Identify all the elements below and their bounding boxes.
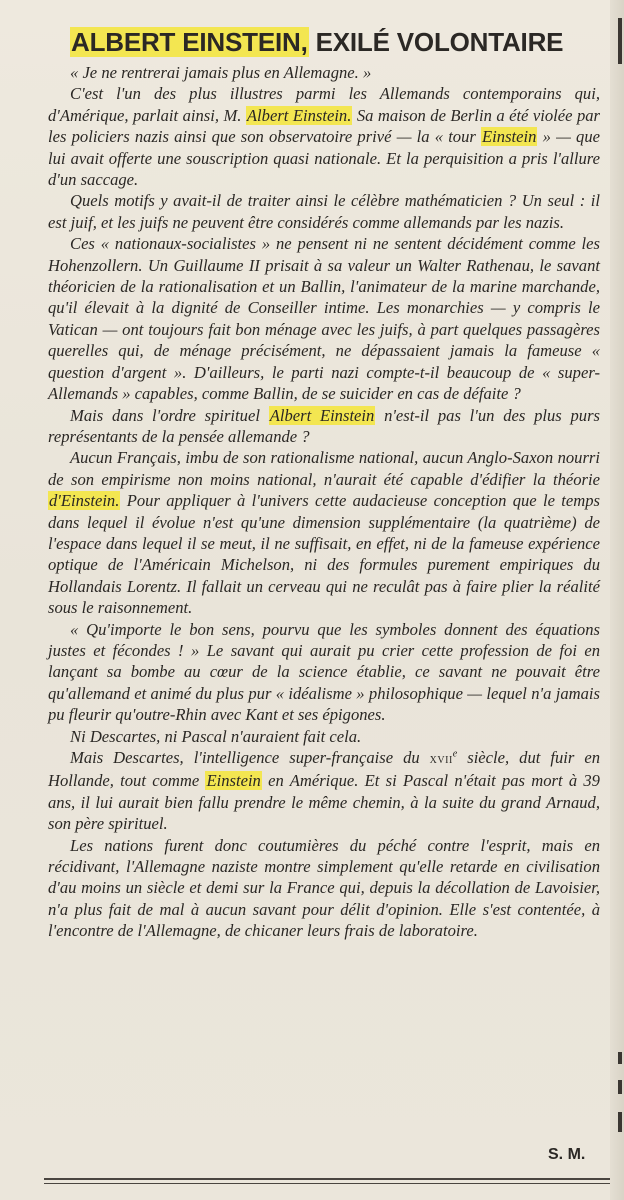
text-run: « Qu'importe le bon sens, pourvu que les symboles donnent des équations justes et fécondes ! » Le savant qui aurait pu crier cette profession de foi en lançant sa bombe au cœur de la science établie, ce savant ne pouvait être qu'allemand et animé du plus pur « idéalisme » philosophique — lequel n'a jamais pu fleurir qu'outre-Rhin avec Kant et ses épigones. bbox=[48, 619, 600, 725]
text-run: Ces « nationaux-socialistes » ne pensent ni ne sentent décidément comme les Hohenzollern. Un Guillaume II prisait à sa valeur un Walter Rathenau, le savant théoricien de la rationalisation et un Ballin, l'animateur de la marine marchande, qu'il élevait à la dignité de Conseiller intime. Les monarchies — y compris le Vatican — ont toujours fait bon ménage avec les juifs, à part quelques passagères querelles qui, de ménage précisément, ne dépassaient jamais la fameuse « question d'argent ». D'ailleurs, le parti nazi compte-t-il beaucoup de « super-Allemands » capables, comme Ballin, de se suicider en cas de défaite ? bbox=[48, 234, 600, 404]
edge-mark bbox=[618, 1080, 622, 1094]
highlighted-name: Albert Einstein. bbox=[246, 105, 352, 125]
cut-off-text-placeholder bbox=[60, 1190, 64, 1200]
century-numeral: xvii bbox=[429, 752, 453, 767]
article-paragraph bbox=[48, 233, 600, 404]
text-run: n'est-il pas l'un des plus purs représentants de la pensée allemande ? bbox=[48, 405, 601, 446]
highlighted-name: Einstein bbox=[206, 771, 261, 791]
edge-mark bbox=[618, 1052, 622, 1064]
article-title bbox=[70, 24, 563, 60]
text-run: siècle, dut fuir en Hollande, tout comme bbox=[48, 748, 600, 791]
text-run: Les nations furent donc coutumières du péché contre l'esprit, mais en récidivant, l'Allemagne naziste montre simplement qu'elle retarde en civilisation d'au moins un siècle et demi sur la France qui, depuis la décollation de Lavoisier, n'a plus fait de mal à aucun savant pour délit d'opinion. Elle s'est contentée, à l'encontre de l'Allemagne, de chicaner leurs frais de laboratoire. bbox=[48, 835, 600, 941]
article-paragraph bbox=[48, 83, 600, 190]
article-paragraph bbox=[48, 190, 600, 233]
text-run: Pour appliquer à l'univers cette audacieuse conception que le temps dans lequel il évolue n'est qu'une dimension supplémentaire (la quatrième) de l'espace dans lequel il se meut, il ne suffisait, en effet, ni de la fameuse expérience optique de l'Américain Michelson, ni des formules purement empiriques du Hollandais Lorentz. Il fallait un cerveau qui ne reculât pas à faire plier la réalité sous le raisonnement. bbox=[48, 491, 600, 618]
article-paragraph bbox=[48, 726, 600, 747]
text-run: Mais dans l'ordre spirituel bbox=[70, 405, 269, 425]
article-paragraph bbox=[48, 447, 600, 618]
article-paragraph bbox=[48, 62, 600, 83]
text-run: en Amérique. Et si Pascal n'était pas mort à 39 ans, il lui aurait bien fallu prendre le même chemin, à la suite du grand Arnaud, son père spirituel. bbox=[48, 771, 600, 834]
text-run: » — que lui avait offerte une souscription quasi nationale. Et la perquisition a pris l'allure d'un saccage. bbox=[48, 127, 600, 190]
section-divider bbox=[44, 1178, 610, 1180]
text-run: Mais Descartes, l'intelligence super-française du bbox=[70, 748, 430, 767]
article-paragraph bbox=[48, 835, 600, 942]
text-run: C'est l'un des plus illustres parmi les Allemands contemporains qui, d'Amérique, parlait ainsi, M. bbox=[48, 84, 600, 125]
edge-mark bbox=[618, 18, 622, 64]
section-divider-thin bbox=[44, 1183, 610, 1184]
highlighted-name: d'Einstein. bbox=[49, 491, 120, 511]
superscript: e bbox=[452, 748, 458, 760]
edge-mark bbox=[618, 1112, 622, 1132]
article-paragraph bbox=[48, 747, 600, 835]
title-highlighted-name: ALBERT EINSTEIN, bbox=[71, 27, 308, 57]
next-article-fragment bbox=[60, 1190, 600, 1200]
article-paragraph bbox=[48, 405, 600, 448]
highlighted-name: Einstein bbox=[482, 127, 537, 147]
page-edge bbox=[610, 0, 624, 1200]
text-run: Aucun Français, imbu de son rationalisme national, aucun Anglo-Saxon nourri de son empirisme non moins national, n'aurait été capable d'édifier la théorie bbox=[48, 448, 600, 489]
text-run: « Je ne rentrerai jamais plus en Allemagne. » bbox=[70, 63, 372, 82]
highlighted-name: Albert Einstein bbox=[269, 405, 375, 425]
text-run: Quels motifs y avait-il de traiter ainsi le célèbre mathématicien ? Un seul : il est juif, et les juifs ne peuvent être considérés comme allemands par les nazis. bbox=[48, 191, 600, 232]
article-paragraph bbox=[48, 619, 600, 726]
author-signature: S. M. bbox=[548, 1146, 586, 1163]
text-run: Ni Descartes, ni Pascal n'auraient fait cela. bbox=[70, 726, 362, 746]
text-run: Sa maison de Berlin a été violée par les policiers nazis ainsi que son observatoire privé — la « tour bbox=[48, 105, 600, 147]
article-body bbox=[48, 62, 600, 942]
title-rest: EXILÉ VOLONTAIRE bbox=[315, 27, 564, 57]
